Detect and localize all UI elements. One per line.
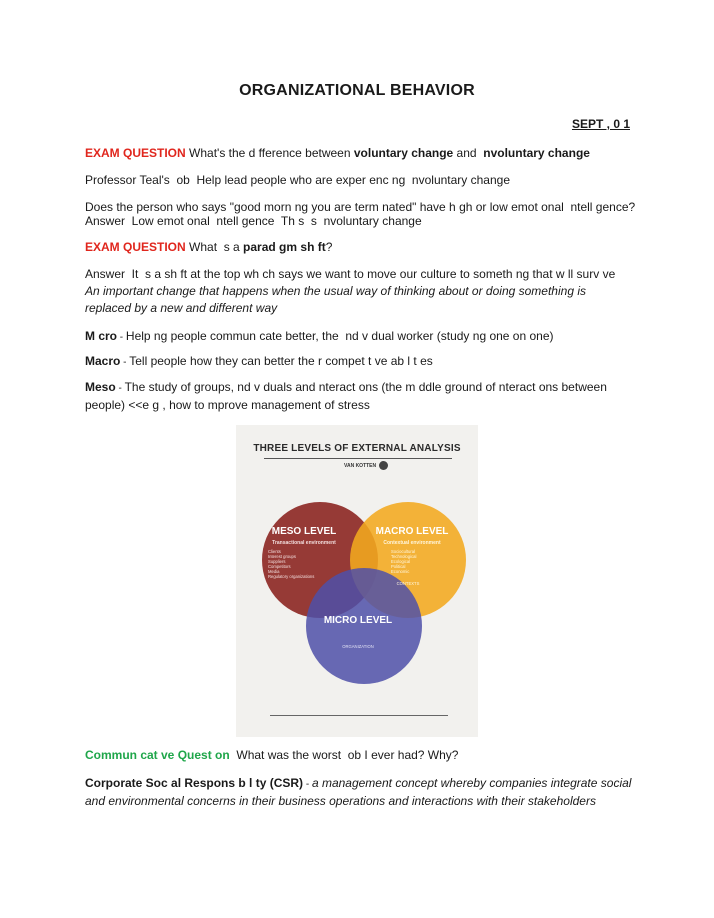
question-mark: ? [325,240,333,254]
meso-item: Media [268,569,280,574]
term-involuntary: nvoluntary change [479,146,590,160]
macro-item: Economic [391,569,410,574]
three-levels-figure [236,425,478,737]
meso-definition [85,379,634,414]
definition-text: a management concept whereby companies integrate social and environmental concerns in their business operations and interactions with their stakeholders [85,776,632,808]
question-text: What s a [185,240,244,254]
paragraph-question: Does the person who says "good morn ng you are term nated" have h gh or low emot onal ntell gence? [85,200,636,214]
term-macro: Macro [85,354,121,368]
paragraph-professor: Professor Teal's ob Help lead people who are exper enc ng nvoluntary change [85,173,511,187]
exam-question-2 [85,239,634,256]
page-title: ORGANIZATIONAL BEHAVIOR [239,82,475,99]
term-paradigm-shift: parad gm sh ft [243,240,326,254]
macro-definition [85,353,634,371]
macro-footer: CONTEXTS [396,581,420,586]
venn-diagram [236,425,478,737]
meso-item: Suppliers [268,559,286,564]
dash: - [120,357,130,368]
figure-bottom-rule [270,715,448,716]
definition-text: Help ng people commun cate better, the nd v dual worker (study ng one on one) [125,329,554,343]
meso-subtitle: Transactional environment [272,540,336,546]
micro-definition [85,328,634,346]
term-micro: M cro [85,329,118,343]
exam-question-label: EXAM QUESTION [85,146,186,160]
conjunction: and [453,146,480,160]
micro-title: MICRO LEVEL [323,615,393,626]
csr-definition [85,775,634,810]
macro-title: MACRO LEVEL [375,526,449,537]
term-voluntary: voluntary change [353,146,454,160]
dash: - [303,779,312,790]
answer-paradigm-definition: An important change that happens when the usual way of thinking about or doing something is replaced by a new and different way [85,284,586,315]
figure-title: THREE LEVELS OF EXTERNAL ANALYSIS [253,443,461,454]
macro-item: Technological [391,554,417,559]
macro-item: Ecological [391,559,411,564]
definition-text: Tell people how they can better the r compet t ve ab l t es [129,354,433,368]
communicative-question [85,747,634,764]
exam-question-1 [85,145,634,162]
term-meso: Meso [85,380,116,394]
meso-title: MESO LEVEL [271,526,337,537]
paragraph-answer: Answer Low emot onal ntell gence Th s s nvoluntary change [85,214,422,228]
figure-author: VAN KOTTEN [344,463,377,469]
macro-subtitle: Contextual environment [383,540,441,546]
communicative-label: Commun cat ve Quest on [85,748,230,762]
answer-paradigm: Answer It s a sh ft at the top wh ch says we want to move our culture to someth ng that w ll surv ve [85,267,616,281]
meso-item: Clients [268,549,281,554]
communicative-text: What was the worst ob I ever had? Why? [229,748,459,762]
macro-item: Political [391,564,406,569]
exam-question-label: EXAM QUESTION [85,240,186,254]
meso-item: Competitors [268,564,291,569]
meso-item: Interest groups [268,554,296,559]
micro-subtitle: ORGANIZATION [342,644,374,649]
definition-text: The study of groups, nd v duals and nteract ons (the m ddle ground of nteract ons between people) <<e g , how to mprove management of stress [85,380,607,412]
macro-item: Sociocultural [391,549,415,554]
term-csr: Corporate Soc al Respons b l ty (CSR) [85,776,304,790]
meso-item: Regulatory organizations [268,574,315,579]
question-text: What's the d fference between [185,146,354,160]
date-heading: SEPT , 0 1 [571,117,630,131]
dash: - [115,383,125,394]
dash: - [117,332,126,343]
